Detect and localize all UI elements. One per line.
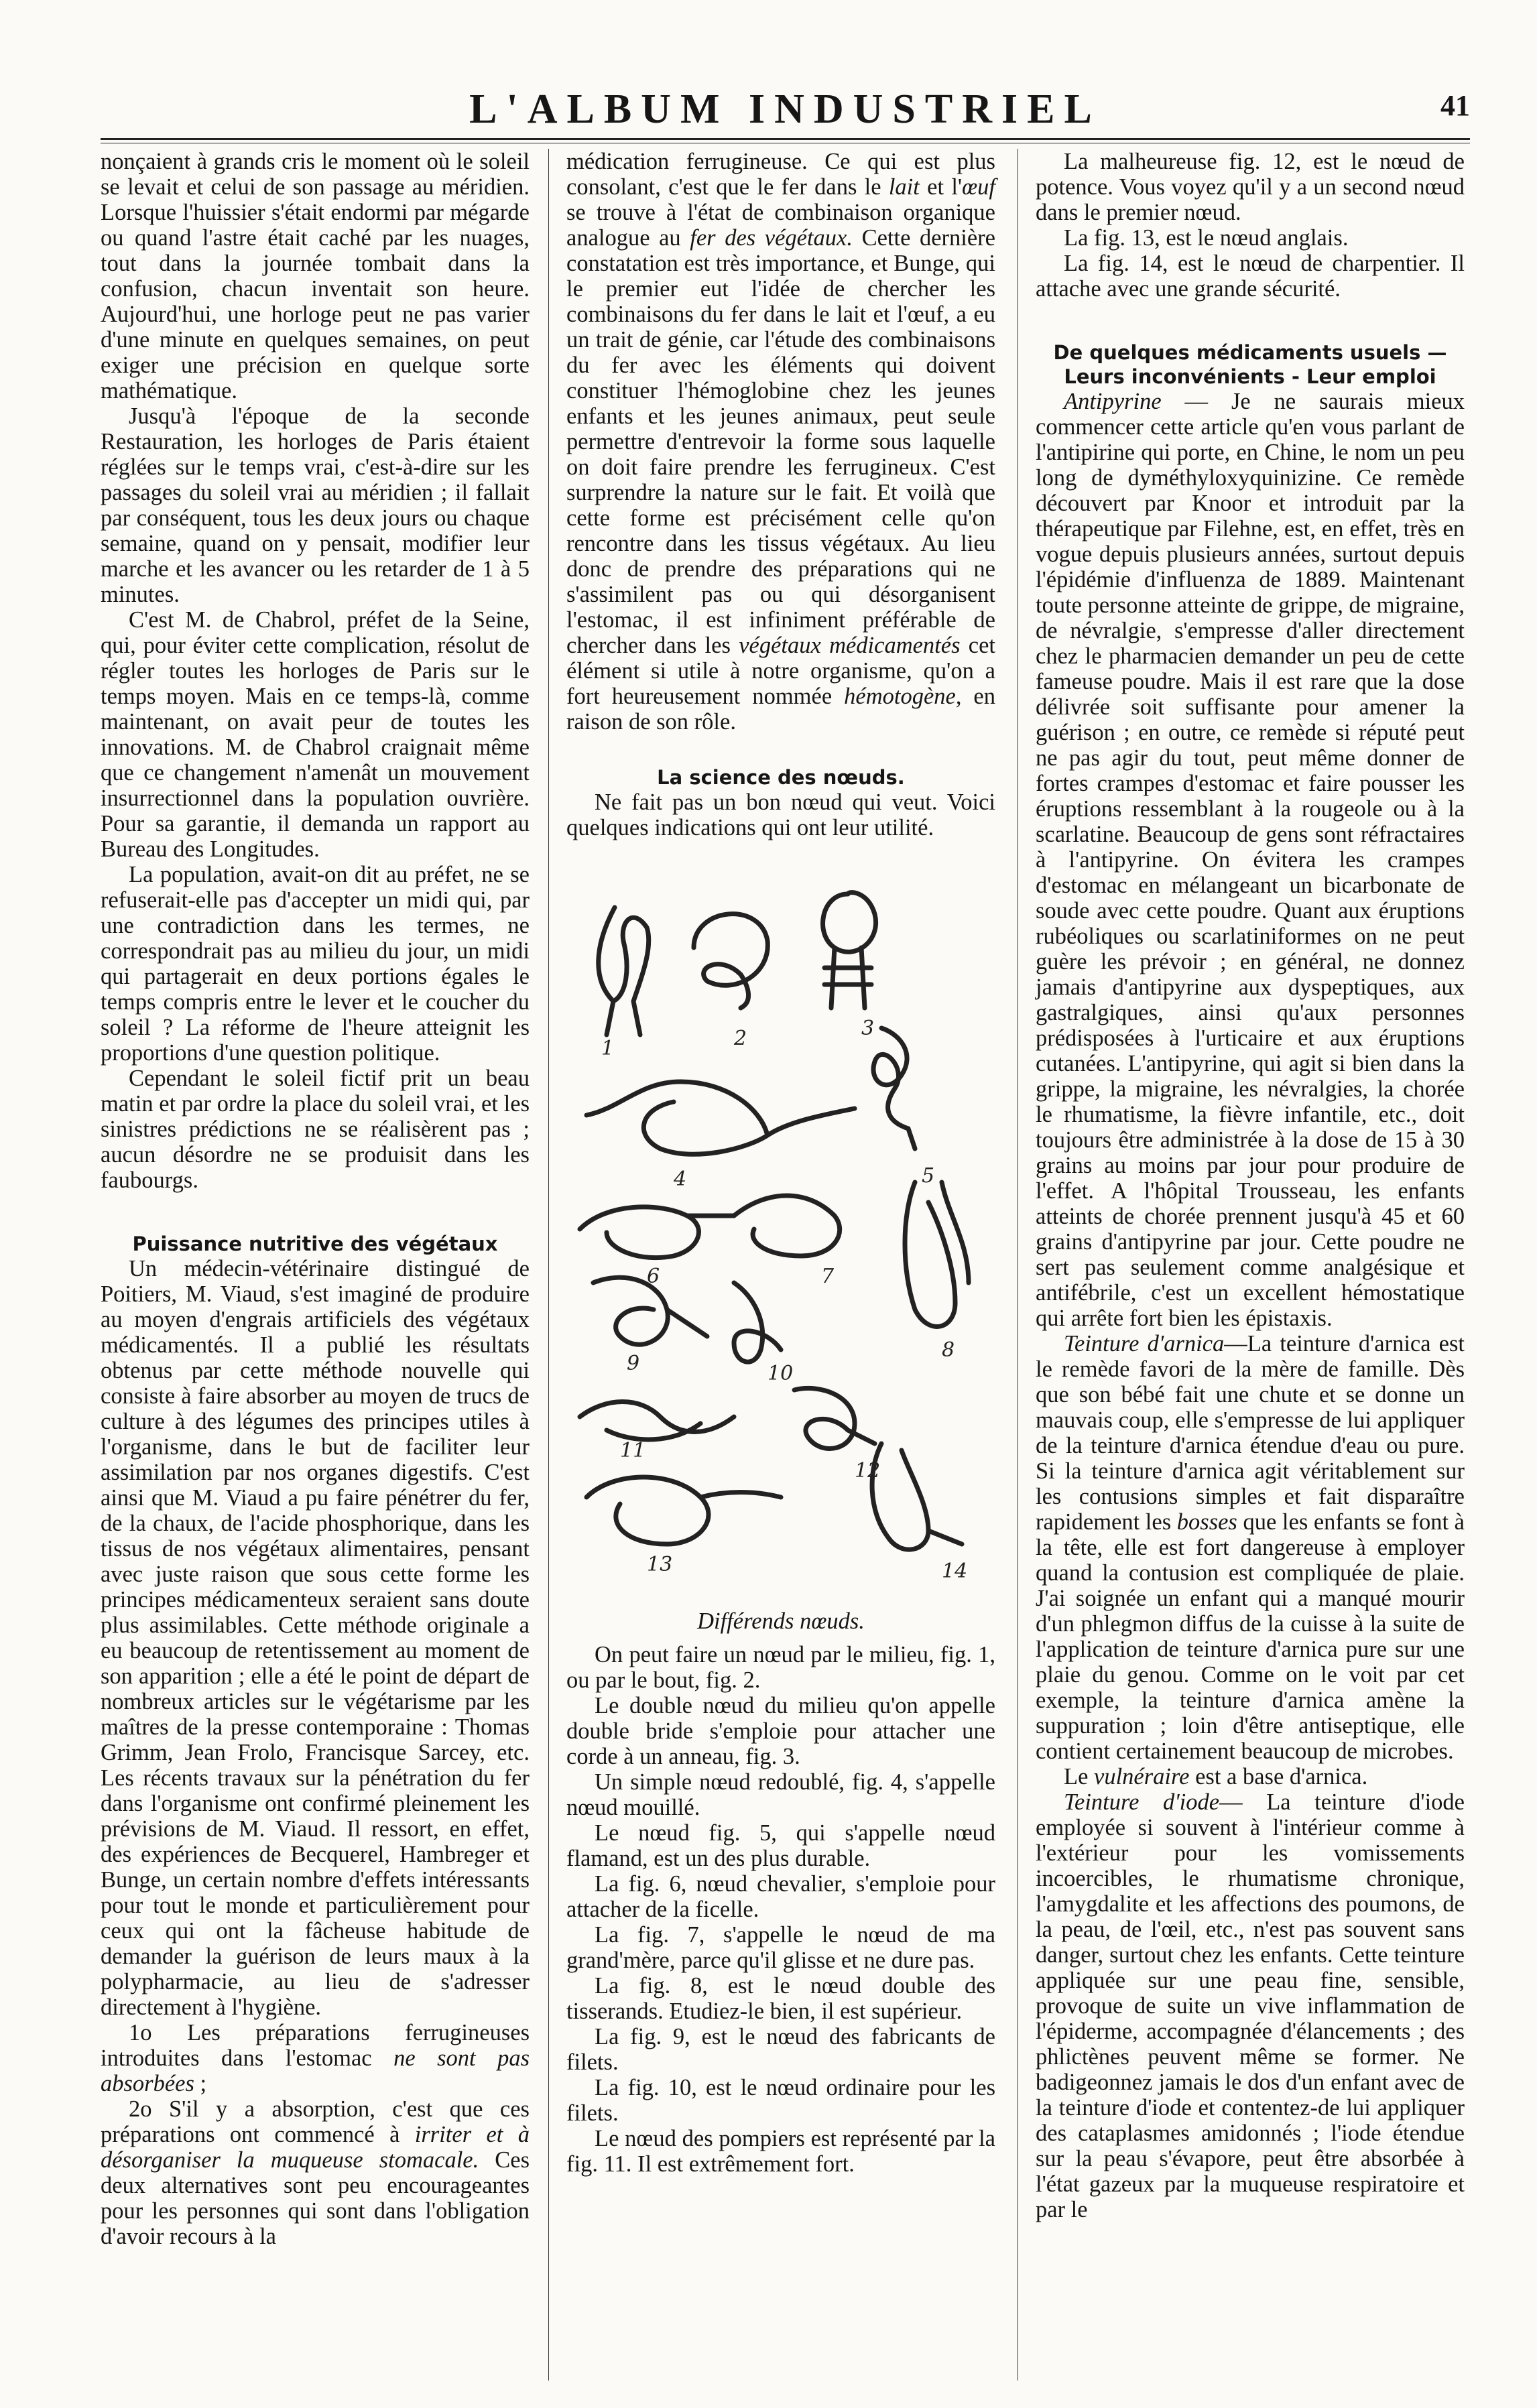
paragraph: On peut faire un nœud par le milieu, fig. 1, ou par le bout, fig. 2. — [566, 1642, 995, 1693]
paragraph: La fig. 6, nœud chevalier, s'emploie pour attacher de la ficelle. — [566, 1871, 995, 1922]
paragraph: Ne fait pas un bon nœud qui veut. Voici quelques indications qui ont leur utilité. — [566, 789, 995, 840]
italic-text: Teinture d'iode — [1064, 1789, 1220, 1815]
paragraph — [566, 149, 995, 735]
text: est a base d'arnica. — [1189, 1764, 1368, 1789]
paragraph: Jusqu'à l'époque de la seconde Restauration, les horloges de Paris étaient réglées sur le temps vrai, c'est-à-dire sur les passages du soleil vrai au méridien ; il fallait par conséquent, tous les deux jours ou chaque semaine, quand on y pensait, modifier leur marche et les avancer ou les retarder de 1 à 5 minutes. — [101, 403, 530, 607]
figure-label: 13 — [647, 1553, 673, 1576]
text: se trouve à l'état de combinaison organique analogue au — [566, 200, 995, 251]
knot-11-drawing — [580, 1402, 734, 1440]
knot-2-drawing — [694, 914, 767, 1008]
figure-caption: Différends nœuds. — [697, 1608, 865, 1634]
knot-13-drawing — [587, 1477, 781, 1544]
figure-label: 3 — [861, 1017, 875, 1040]
italic-text: ne sont pas absorbées — [101, 2045, 530, 2096]
italic-text: lait — [888, 174, 920, 200]
paragraph — [101, 2096, 530, 2249]
text: et l' — [919, 174, 963, 200]
figure-label: 2 — [734, 1027, 747, 1050]
italic-text: végétaux médicamentés — [739, 633, 961, 658]
italic-text: Teinture d'arnica — [1064, 1331, 1225, 1356]
paragraph — [1036, 389, 1465, 1331]
paragraph: Un médecin-vétérinaire distingué de Poitiers, M. Viaud, s'est imaginé de produire au moyen d'engrais artificiels des végétaux médicamentés. Il a publié les résultats obtenus par cette méthode nouvelle qui consiste à faire absorber au moyen de trucs de culture à des légumes des principes utiles à l'organisme, dans le but de faciliter leur assimilation par nos organes digestifs. C'est ainsi que M. Viaud a pu faire pénétrer du fer, de la chaux, de l'acide phosphorique, dans les tissus de nos végétaux alimentaires, pensant avec juste raison que sous cette forme les principes médicamenteux seraient sans doute plus assimilables. Cette méthode originale a eu beaucoup de retentissement au moment de son apparition ; elle a été le point de départ de nombreux articles sur le végétarisme par les maîtres de la presse contemporaine : Thomas Grimm, Jean Frolo, Francisque Sarcey, etc. Les récents travaux sur la pénétration du fer dans l'organisme ont confirmé pleinement les prévisions de M. Viaud. Il ressort, en effet, des expériences de Becquerel, Hambreger et Bunge, un certain nombre d'effets intéressants pour tout le monde et particulièrement pour ceux qui ont la fâcheuse habitude de demander la guérison de leurs maux à la polypharmacie, au lieu de s'adresser directement à l'hygiène. — [101, 1256, 530, 2020]
knot-5-drawing — [873, 1028, 915, 1149]
paragraph: La fig. 9, est le nœud des fabricants de filets. — [566, 2024, 995, 2075]
italic-text: irriter et à désorganiser la muqueuse stomacale. — [101, 2122, 530, 2173]
figure-label: 5 — [922, 1164, 935, 1188]
figure-label: 14 — [942, 1560, 968, 1583]
knot-8-drawing — [905, 1182, 969, 1326]
figure-label: 6 — [647, 1265, 660, 1288]
column-3 — [1036, 149, 1465, 2222]
italic-text: vulnéraire — [1094, 1764, 1190, 1789]
figure-label: 11 — [620, 1439, 646, 1462]
knot-10-drawing — [734, 1283, 781, 1362]
paragraph: La fig. 13, est le nœud anglais. — [1064, 225, 1349, 251]
section-heading: La science des nœuds. — [657, 766, 905, 789]
section-subheading: Leurs inconvénients - Leur emploi — [1064, 365, 1436, 388]
figure-label: 1 — [601, 1037, 615, 1060]
text: — Je ne saurais mieux commencer cette article qu'en vous parlant de l'antipirine qui porte, en Chine, le nom un peu long de dyméthyloxyquinizine. Ce remède découvert par Knoor et introduit par la thérapeutique par Filehne, est, en effet, très en vogue depuis plusieurs années, surtout depuis l'épidémie d'influenza de 1889. Maintenant toute personne atteinte de grippe, de migraine, de névralgie, s'empresse d'aller directement chez le pharmacien demander un peu de cette fameuse poudre. Mais il est rare que la dose délivrée soit suffisante pour amener la guérison ; en outre, ce remède si réputé peut ne pas agir du tout, peut même donner de fortes crampes d'estomac et faire pousser les éruptions ressemblant à la rougeole ou à la scarlatine. Beaucoup de gens sont réfractaires à l'antipyrine. On évitera les crampes d'estomac en mélangeant un bicarbonate de soude avec cette poudre. Quant aux éruptions rubéoliques ou scarlatiniformes on ne peut guère les prévoir ; en général, ne donnez jamais d'antipyrine aux dyspeptiques, aux gastralgiques, ainsi qu'aux personnes prédisposées à l'urticaire et aux éruptions cutanées. L'antipyrine, qui agit si bien dans la grippe, la migraine, les névralgies, la chorée le rhumatisme, la fièvre infantile, etc., doit toujours être administrée à la dose de 15 à 30 grains au moins par jour pour produire de l'effet. A l'hôpital Trousseau, les enfants atteints de chorée prennent jusqu'à 45 et 60 grains d'antipyrine par jour. Cette poudre ne sert pas seulement comme analgésique et antifébrile, c'est un excellent hémostatique qui arrête fort bien les épistaxis. — [1036, 389, 1465, 1331]
text: Ces deux alternatives sont peu encourageantes pour les personnes qui sont dans l'obligation d'avoir recours à la — [101, 2147, 530, 2249]
paragraph: La fig. 10, est le nœud ordinaire pour les filets. — [566, 2075, 995, 2126]
section-heading: Puissance nutritive des végétaux — [132, 1232, 498, 1255]
text: médication ferrugineuse. Ce qui est plus consolant, c'est que le fer dans le — [566, 149, 995, 200]
column-divider — [548, 149, 549, 2381]
text: ; — [194, 2071, 207, 2096]
page-header — [101, 79, 1470, 141]
journal-title: L'ALBUM INDUSTRIEL — [469, 86, 1101, 132]
paragraph: La population, avait-on dit au préfet, ne se refuserait-elle pas d'accepter un midi qui, par une contradiction dans les termes, ne correspondrait pas au milieu du jour, un midi qui partagerait en deux portions égales le temps compris entre le lever et le coucher du soleil ? La réforme de l'heure atteignit les proportions d'une question politique. — [101, 862, 530, 1066]
knots-illustration — [566, 867, 995, 1586]
figure-label: 12 — [855, 1459, 881, 1482]
paragraph: Le nœud fig. 5, qui s'appelle nœud flamand, est un des plus durable. — [566, 1820, 995, 1871]
paragraph: nonçaient à grands cris le moment où le soleil se levait et celui de son passage au méridien. Lorsque l'huissier s'était endormi par mégarde ou quand l'astre était caché par les nuages, tout dans la journée tombait dans la confusion, chacun inventait son heure. Aujourd'hui, une horloge peut ne pas varier d'une minute en quelques semaines, on peut exiger une précision en quelque sorte mathématique. — [101, 149, 530, 403]
paragraph: Le nœud des pompiers est représenté par la fig. 11. Il est extrêmement fort. — [566, 2126, 995, 2177]
text: 1o Les préparations ferrugineuses introduites dans l'estomac — [101, 2020, 530, 2071]
figure-label: 10 — [767, 1362, 794, 1385]
figure-label: 7 — [821, 1265, 835, 1288]
knot-6-drawing — [580, 1207, 734, 1258]
italic-text: œuf — [962, 174, 995, 200]
paragraph: La malheureuse fig. 12, est le nœud de potence. Vous voyez qu'il y a un second nœud dans le premier nœud. — [1036, 149, 1465, 225]
text: , en raison de son rôle. — [566, 684, 995, 735]
header-rule — [101, 138, 1470, 140]
paragraph: La fig. 14, est le nœud de charpentier. Il attache avec une grande sécurité. — [1036, 251, 1465, 302]
paragraph — [1036, 1789, 1465, 2222]
paragraph — [1036, 1331, 1465, 1764]
paragraph — [101, 2020, 530, 2096]
italic-text: bosses — [1176, 1509, 1237, 1535]
column-2 — [566, 149, 995, 2177]
text: —La teinture d'arnica est le remède favori de la mère de famille. Dès que son bébé fait une chute et se donne un mauvais coup, elle s'empresse de lui appliquer de la teinture d'arnica étendue d'eau ou pure. Si la teinture d'arnica agit véritablement sur les contusions simples et fait disparaître rapidement les — [1036, 1331, 1465, 1535]
paragraph: La fig. 8, est le nœud double des tisserands. Etudiez-le bien, il est supérieur. — [566, 1973, 995, 2024]
figure-label: 9 — [627, 1352, 640, 1375]
knot-12-drawing — [794, 1388, 875, 1448]
paragraph — [1036, 1764, 1465, 1789]
knot-4-drawing — [587, 1082, 855, 1154]
page-number: 41 — [1440, 89, 1470, 122]
text: Le — [1064, 1764, 1095, 1789]
text: Cette dernière constatation est très importance, et Bunge, qui le premier eut l'idée de chercher les combinaisons du fer dans le lait et l'œuf, a eu un trait de génie, car l'étude des combinaisons du fer avec les éléments qui doivent constituer l'hémoglobine chez les jeunes enfants et les jeunes animaux, peut seule permettre d'entrevoir la forme sous laquelle on doit faire prendre les ferrugineux. C'est surprendre la nature sur le fait. Et voilà que cette forme est précisément celle qu'on rencontre dans les tissus végétaux. Au lieu donc de prendre des préparations qui ne s'assimilent pas ou qui désorganisent l'estomac, il est infiniment préférable de chercher dans les — [566, 225, 995, 658]
paragraph: Cependant le soleil fictif prit un beau matin et par ordre la place du soleil vrai, et les sinistres prédictions ne se réalisèrent pas ; aucun désordre ne se produisit dans les faubourgs. — [101, 1066, 530, 1193]
knot-3-drawing — [823, 893, 876, 1008]
italic-text: fer des végétaux. — [690, 225, 853, 251]
column-1 — [101, 149, 530, 2249]
text: 2o S'il y a absorption, c'est que ces préparations ont commencé à — [101, 2096, 530, 2147]
paragraph: La fig. 7, s'appelle le nœud de ma grand'mère, parce qu'il glisse et ne dure pas. — [566, 1922, 995, 1973]
knot-14-drawing — [872, 1444, 962, 1549]
figure-label: 4 — [674, 1167, 687, 1191]
italic-text: Antipyrine — [1064, 389, 1162, 414]
paragraph: C'est M. de Chabrol, préfet de la Seine, qui, pour éviter cette complication, résolut de régler toutes les horloges de Paris sur le temps moyen. Mais en ce temps-là, comme maintenant, on avait peur de toutes les innovations. M. de Chabrol craignait même que ce changement n'amenât un mouvement insurrectionnel dans la population ouvrière. Pour sa garantie, il demanda un rapport au Bureau des Longitudes. — [101, 607, 530, 862]
text: — La teinture d'iode employée si souvent à l'intérieur comme à l'extérieur pour les vomissements incoercibles, le rhumatisme chronique, l'amygdalite et les affections des poumons, de la peau, de l'œil, etc., n'est pas souvent sans danger, surtout chez les enfants. Cette teinture appliquée sur une peau fine, sensible, provoque de suite un vive inflammation de l'épiderme, accompagnée d'élancements ; des phlictènes peuvent même se former. Ne badigeonnez jamais le dos d'un enfant avec de la teinture d'iode et contentez-de lui appliquer des cataplasmes amidonnés ; l'iode étendue sur la peau s'évapore, peut être absorbée à l'état gazeux par la muqueuse respiratoire et par le — [1036, 1789, 1465, 2222]
italic-text: hémotogène — [844, 684, 956, 709]
section-heading: De quelques médicaments usuels — — [1053, 341, 1447, 364]
figure-label: 8 — [942, 1338, 955, 1362]
text: que les enfants se font à la tête, elle est fort dangereuse à employer quand la contusion est compliquée de plaie. J'ai soignée un enfant qui a manqué mourir d'un phlegmon diffus de la cuisse à la suite de l'application de teinture d'arnica pure sur une plaie du genou. Comme on le voit par cet exemple, la teinture d'arnica amène la suppuration ; loin d'être antiseptique, elle contient certainement beaucoup de microbes. — [1036, 1509, 1465, 1764]
text: cet élément si utile à notre organisme, qu'on a fort heureusement nommée — [566, 633, 996, 709]
knot-1-drawing — [599, 907, 649, 1035]
paragraph: Un simple nœud redoublé, fig. 4, s'appelle nœud mouillé. — [566, 1769, 995, 1820]
knot-7-drawing — [734, 1196, 840, 1256]
paragraph: Le double nœud du milieu qu'on appelle double bride s'emploie pour attacher une corde à un anneau, fig. 3. — [566, 1693, 995, 1769]
